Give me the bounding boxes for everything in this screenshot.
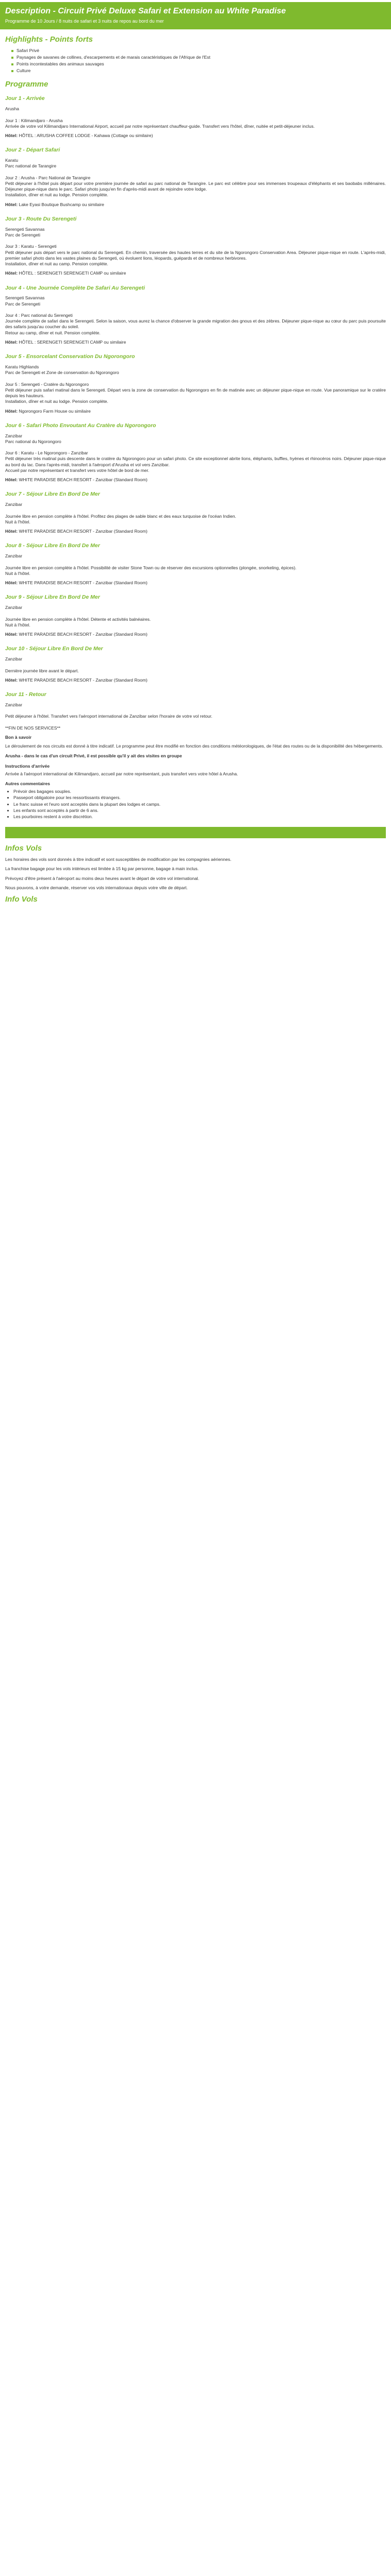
hotel-name: WHITE PARADISE BEACH RESORT - Zanzibar (Standard Room) bbox=[19, 529, 148, 534]
hotel-name: HÔTEL : SERENGETI SERENGETI CAMP ou similaire bbox=[19, 270, 126, 276]
notes-subhead-3: Autres commentaires bbox=[5, 781, 50, 786]
info-paragraph: Les horaires des vols sont donnés à titre indicatif et sont susceptibles de modification par les compagnies aériennes. bbox=[5, 857, 232, 862]
day-description: Zanzibar Journée libre en pension complète à l'hôtel. Détente et activités balnéaires. Nuit à l'hôtel. bbox=[5, 605, 151, 628]
day-block bbox=[5, 646, 386, 683]
info-paragraph: Prévoyez d'être présent à l'aéroport au moins deux heures avant le départ de votre vol international. bbox=[5, 875, 200, 881]
day-hotel bbox=[5, 133, 386, 139]
day-description: Karatu Highlands Parc de Serengeti et Zone de conservation du Ngorongoro Jour 5 : Serengeti - Cratère du Ngorongoro Petit déjeuner puis safari matinal dans le Serengeti. Départ vers la zone de conservation du Ngorongoro en fin de matinée avec un déjeuner pique-nique en route. Vue panoramique sur le cratère depuis les hauteurs. Installation, dîner et nuit au lodge. Pension complète. bbox=[5, 364, 386, 404]
day-description: Zanzibar Journée libre en pension complète à l'hôtel. Possibilité de visiter Stone Town ou de réserver des excursions optionnelles (plongée, snorkeling, épices). Nuit à l'hôtel. bbox=[5, 553, 297, 576]
day-title: Jour 6 - Safari Photo Envoutant Au Cratère du Ngorongoro bbox=[5, 422, 156, 429]
highlight-item: Points incontestables des animaux sauvages bbox=[17, 61, 386, 67]
highlight-item: Paysages de savanes de collines, d'escarpements et de marais caractéristiques de l'Afrique de l'Est bbox=[17, 55, 386, 60]
day-description: Serengeti Savannas Parc de Serengeti Jour 4 : Parc national du Serengeti Journée complète de safari dans le Serengeti. Selon la saison, vous aurez la chance d'observer la grande migration des gnous et des zèbres. Déjeuner pique-nique au cœur du parc puis poursuite des safaris jusqu'au coucher du soleil. Retour au camp, dîner et nuit. Pension complète. bbox=[5, 295, 386, 335]
day-block bbox=[5, 691, 386, 731]
hotel-label: Hôtel: bbox=[5, 133, 18, 139]
day-block bbox=[5, 147, 386, 208]
day-hotel bbox=[5, 270, 386, 276]
hotel-label: Hôtel: bbox=[5, 339, 18, 345]
day-description: Zanzibar Journée libre en pension complète à l'hôtel. Profitez des plages de sable blanc et des eaux turquoise de l'océan Indien. Nuit à l'hôtel. bbox=[5, 502, 236, 524]
page-title: Description - Circuit Privé Deluxe Safari et Extension au White Paradise bbox=[5, 7, 286, 15]
hotel-label: Hôtel: bbox=[5, 529, 18, 534]
page bbox=[0, 0, 391, 908]
day-block bbox=[5, 216, 386, 277]
day-hotel bbox=[5, 580, 386, 586]
info-paragraph: Nous pouvons, à votre demande, réserver vos vols internationaux depuis votre ville de départ. bbox=[5, 885, 188, 890]
notes-subhead-2: Instructions d'arrivée bbox=[5, 763, 50, 769]
day-hotel bbox=[5, 477, 386, 483]
hotel-name: HÔTEL : ARUSHA COFFEE LODGE - Kahawa (Cottage ou similaire) bbox=[19, 133, 153, 139]
hotel-name: Ngorongoro Farm House ou similaire bbox=[19, 408, 91, 414]
notes-item: • Passeport obligatoire pour les ressortissants étrangers. bbox=[13, 795, 386, 801]
day-hotel bbox=[5, 202, 386, 208]
day-title: Jour 8 - Séjour Libre En Bord De Mer bbox=[5, 543, 100, 549]
notes-intro: Le déroulement de nos circuits est donné à titre indicatif. Le programme peut être modifié en fonction des conditions météorologiques, de l'état des routes ou de la disponibilité des hébergements. bbox=[5, 743, 383, 749]
day-block bbox=[5, 95, 386, 139]
notes-item: • Le franc suisse et l'euro sont acceptés dans la plupart des lodges et camps. bbox=[13, 802, 386, 807]
section-divider bbox=[5, 827, 386, 838]
day-title: Jour 9 - Séjour Libre En Bord De Mer bbox=[5, 594, 100, 601]
day-description: Karatu Parc national de Tarangire Jour 2 : Arusha - Parc National de Tarangire Petit déjeuner à l'hôtel puis départ pour votre première journée de safari au parc national de Tarangire. Le parc est célèbre pour ses immenses troupeaux d'éléphants et ses baobabs millénaires. Déjeuner pique-nique dans le parc. Safari photo jusqu'en fin d'après-midi avant de rejoindre votre lodge. Installation, dîner et nuit au lodge. Pension complète. bbox=[5, 158, 386, 198]
day-block bbox=[5, 491, 386, 534]
info-footer-heading: Info Vols bbox=[5, 894, 38, 904]
day-title: Jour 2 - Départ Safari bbox=[5, 147, 60, 154]
notes-item: • Prévoir des bagages souples. bbox=[13, 789, 386, 794]
day-title: Jour 1 - Arrivée bbox=[5, 95, 45, 102]
day-title: Jour 7 - Séjour Libre En Bord De Mer bbox=[5, 491, 100, 498]
info-section bbox=[5, 843, 386, 904]
hotel-label: Hôtel: bbox=[5, 631, 18, 637]
hotel-name: WHITE PARADISE BEACH RESORT - Zanzibar (Standard Room) bbox=[19, 677, 148, 683]
hotel-label: Hôtel: bbox=[5, 477, 18, 483]
programme-heading: Programme bbox=[5, 79, 48, 89]
main-content bbox=[0, 35, 391, 905]
day-title: Jour 5 - Ensorcelant Conservation Du Ngorongoro bbox=[5, 353, 135, 360]
notes-heading: Bon à savoir bbox=[5, 734, 32, 740]
day-hotel bbox=[5, 632, 386, 637]
day-hotel bbox=[5, 677, 386, 683]
day-block bbox=[5, 422, 386, 483]
page-subtitle: Programme de 10 Jours / 8 nuits de safari et 3 nuits de repos au bord du mer bbox=[5, 19, 164, 24]
highlight-item: Culture bbox=[17, 68, 386, 74]
day-title: Jour 3 - Route Du Serengeti bbox=[5, 215, 77, 222]
notes-section bbox=[5, 735, 386, 820]
highlight-item: Safari Privé bbox=[17, 48, 386, 54]
day-title: Jour 10 - Séjour Libre En Bord De Mer bbox=[5, 646, 103, 652]
day-description: Zanzibar Petit déjeuner à l'hôtel. Transfert vers l'aéroport international de Zanzibar selon l'horaire de votre vol retour. **FIN DE NOS SERVICES** bbox=[5, 702, 213, 731]
day-hotel bbox=[5, 529, 386, 534]
hotel-name: WHITE PARADISE BEACH RESORT - Zanzibar (Standard Room) bbox=[19, 580, 148, 586]
notes-item: • Les pourboires restent à votre discrétion. bbox=[13, 814, 386, 820]
hotel-name: Lake Eyasi Boutique Bushcamp ou similaire bbox=[19, 201, 104, 207]
notes-subhead-1: Arusha - dans le cas d'un circuit Privé, il est possible qu'il y ait des visites en groupe bbox=[5, 753, 182, 759]
day-hotel bbox=[5, 409, 386, 414]
notes-paragraph: Arrivée à l'aéroport international de Kilimandjaro, accueil par notre représentant, puis transfert vers votre hôtel à Arusha. bbox=[5, 771, 238, 776]
hotel-label: Hôtel: bbox=[5, 270, 18, 276]
day-description: Serengeti Savannas Parc de Serengeti Jour 3 : Karatu - Serengeti Petit déjeuner puis départ vers le parc national du Serengeti. En chemin, traversée des hautes terres et du site de la Ngorongoro Conservation Area. Déjeuner pique-nique en route. L'après-midi, premier safari photo dans les vastes plaines du Serengeti, où évoluent lions, léopards, guépards et de nombreux herbivores. Installation, dîner et nuit au camp. Pension complète. bbox=[5, 226, 386, 267]
day-block bbox=[5, 543, 386, 586]
hotel-name: WHITE PARADISE BEACH RESORT - Zanzibar (Standard Room) bbox=[19, 631, 148, 637]
highlights-list bbox=[5, 48, 386, 74]
info-paragraph: La franchise bagage pour les vols intérieurs est limitée à 15 kg par personne, bagage à main inclus. bbox=[5, 866, 199, 872]
hotel-label: Hôtel: bbox=[5, 408, 18, 414]
hotel-name: WHITE PARADISE BEACH RESORT - Zanzibar (Standard Room) bbox=[19, 477, 148, 483]
hotel-label: Hôtel: bbox=[5, 580, 18, 586]
hotel-name: HÔTEL : SERENGETI SERENGETI CAMP ou similaire bbox=[19, 339, 126, 345]
day-hotel bbox=[5, 340, 386, 345]
day-block bbox=[5, 285, 386, 346]
title-band bbox=[0, 2, 391, 29]
day-title: Jour 11 - Retour bbox=[5, 691, 46, 698]
day-block bbox=[5, 594, 386, 637]
day-block bbox=[5, 353, 386, 414]
day-description: Zanzibar Dernière journée libre avant le départ. bbox=[5, 656, 79, 673]
day-title: Jour 4 - Une Journée Complète De Safari Au Serengeti bbox=[5, 284, 145, 291]
hotel-label: Hôtel: bbox=[5, 201, 18, 207]
notes-list bbox=[5, 789, 386, 820]
day-description: Arusha Jour 1 : Kilimandjaro - Arusha Arrivée de votre vol Kilimandjaro International Airport, accueil par notre représentant chauffeur-guide. Transfert vers l'hôtel, dîner, nuitée et petit-déjeuner inclus. bbox=[5, 106, 315, 129]
highlights-heading: Highlights - Points forts bbox=[5, 35, 93, 44]
info-heading: Infos Vols bbox=[5, 844, 42, 853]
day-description: Zanzibar Parc national du Ngorongoro Jour 6 : Karatu - Le Ngorongoro - Zanzibar Petit déjeuner très matinal puis descente dans le cratère du Ngorongoro pour un safari photo. Ce site exceptionnel abrite lions, éléphants, buffles, hyènes et rhinocéros noirs. Déjeuner pique-nique au bord du lac. Dans l'après-midi, transfert à l'aéroport d'Arusha et vol vers Zanzibar. Accueil par notre représentant et transfert vers votre hôtel de bord de mer. bbox=[5, 433, 386, 473]
days-list bbox=[5, 95, 386, 731]
hotel-label: Hôtel: bbox=[5, 677, 18, 683]
notes-item: • Les enfants sont acceptés à partir de 6 ans. bbox=[13, 808, 386, 814]
